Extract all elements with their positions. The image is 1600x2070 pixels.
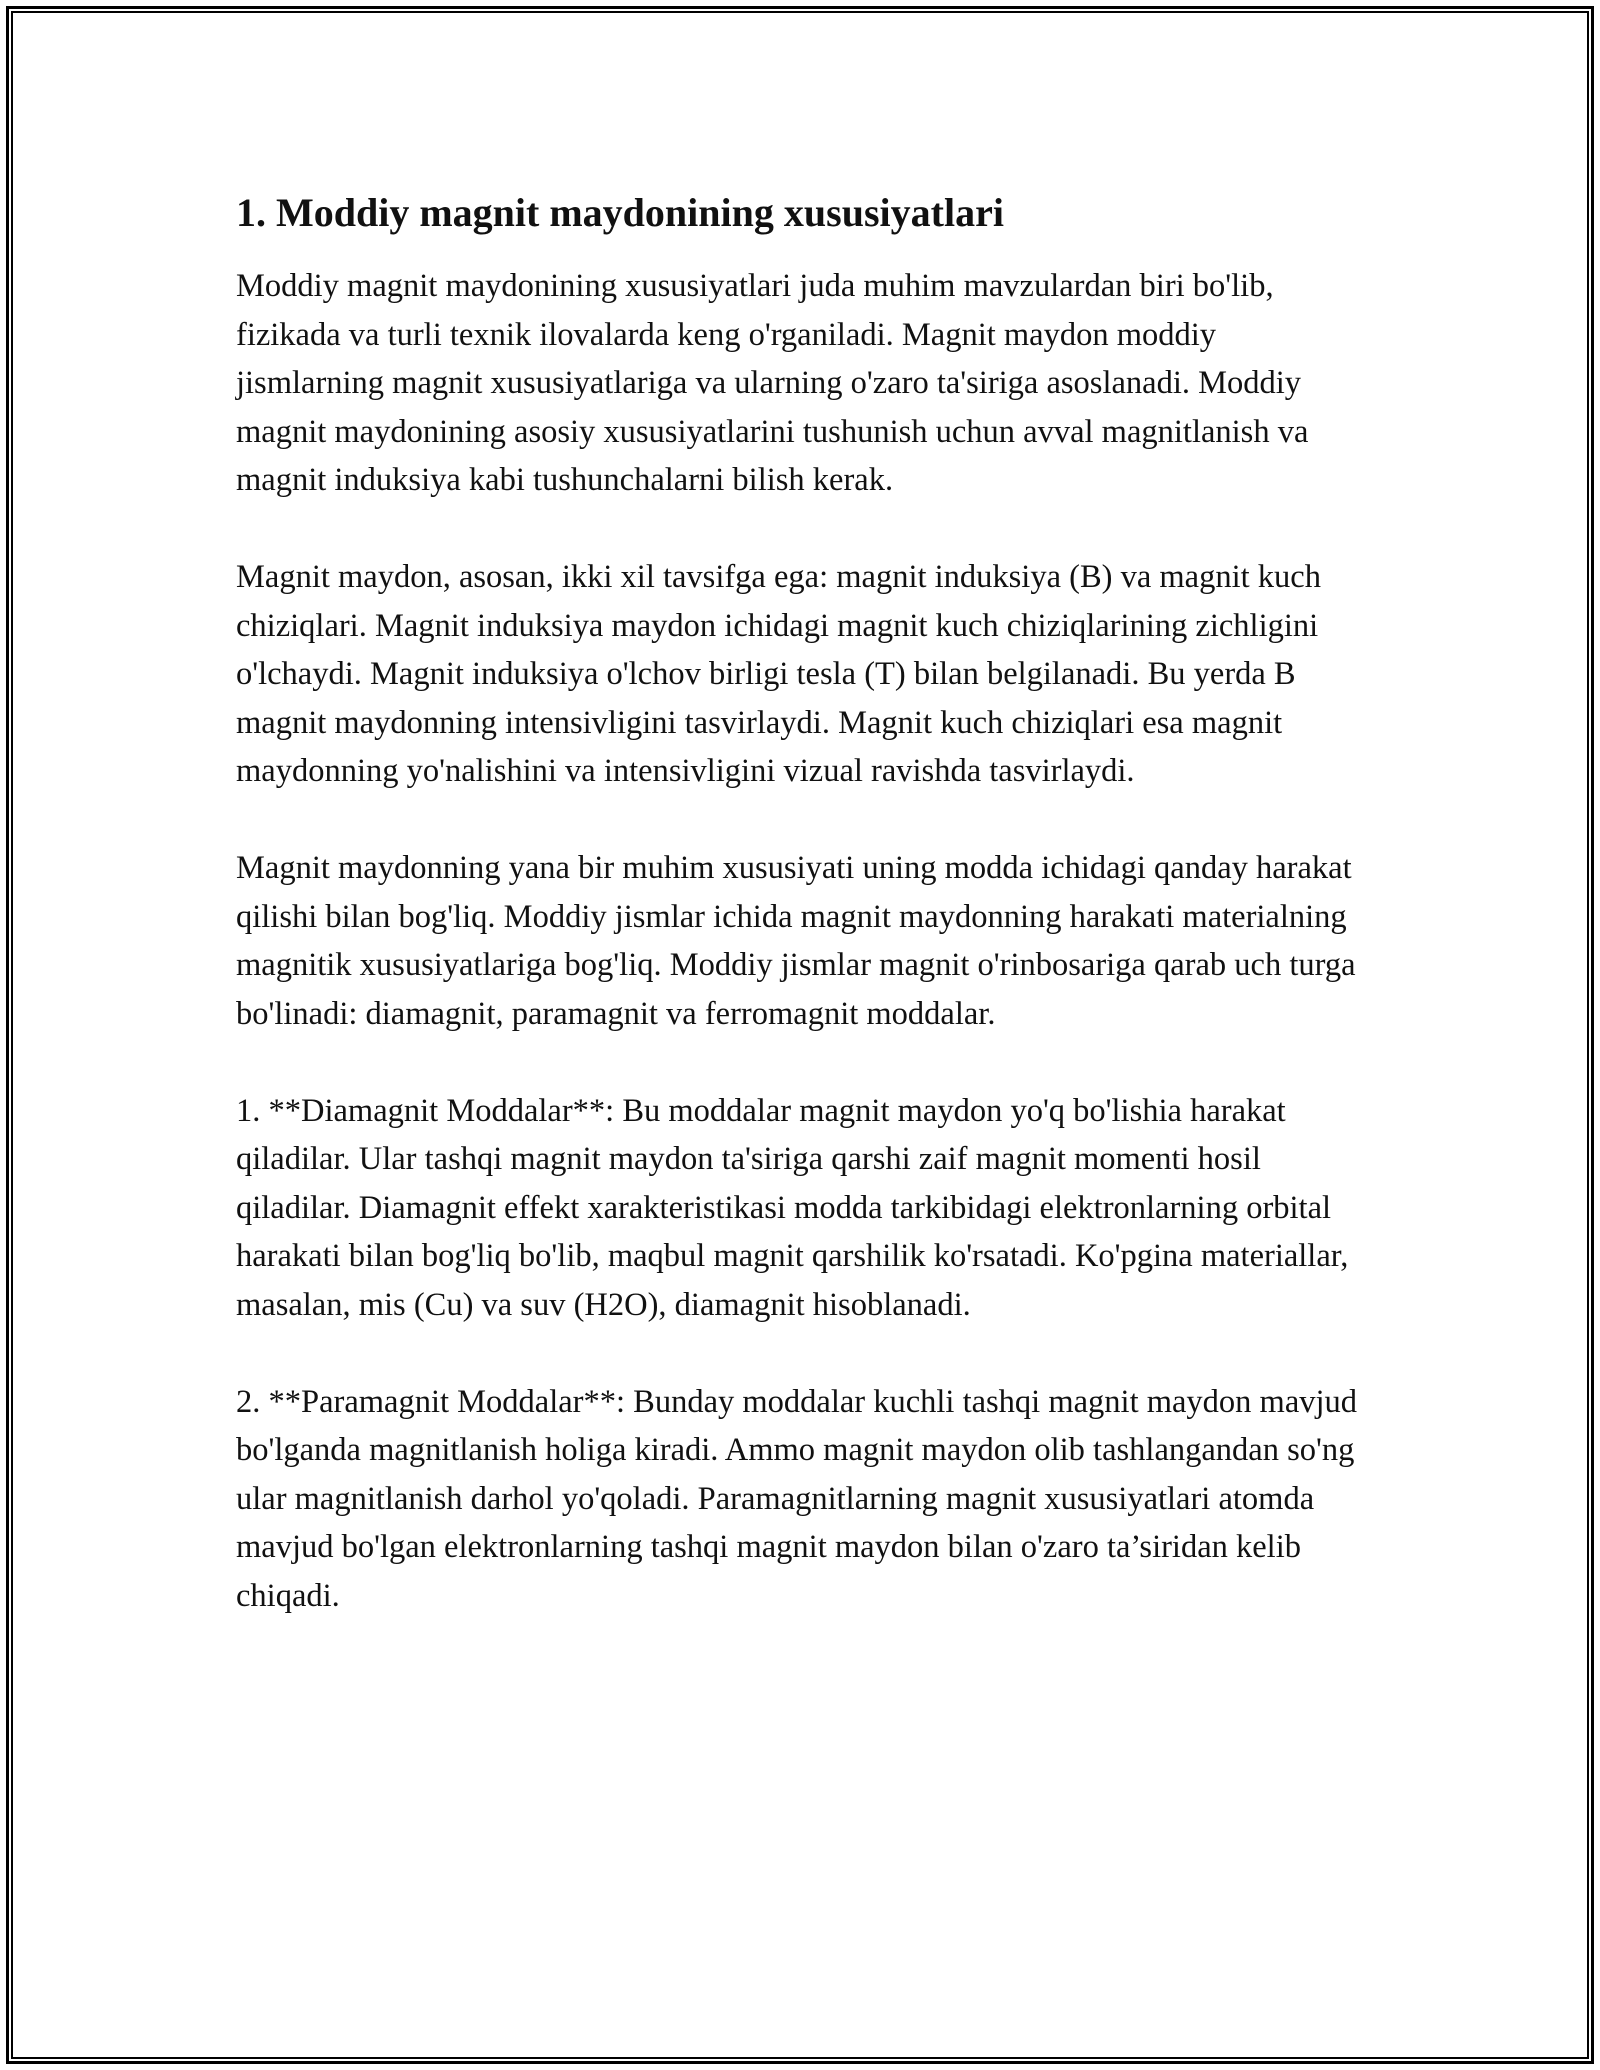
paragraph-diamagnetic: 1. **Diamagnit Moddalar**: Bu moddalar magnit maydon yo'q bo'lishia harakat qiladilar. Ular tashqi magnit maydon ta'siriga qarshi zaif magnit momenti hosil qiladilar. Diamagnit effekt xarakteristikasi modda tarkibidagi elektronlarning orbital harakati bilan bog'liq bo'lib, maqbul magnit qarshilik ko'rsatadi. Ko'pgina materiallar, masalan, mis (Cu) va suv (H2O), diamagnit hisoblanadi. <box>236 1092 1349 1323</box>
paragraph-paramagnetic: 2. **Paramagnit Moddalar**: Bunday moddalar kuchli tashqi magnit maydon mavjud bo'lganda magnitlanish holiga kiradi. Ammo magnit maydon olib tashlangandan so'ng ular magnitlanish darhol yo'qoladi. Paramagnitlarning magnit xususiyatlari atomda mavjud bo'lgan elektronlarning tashqi magnit maydon bilan o'zaro ta’siridan kelib chiqadi. <box>236 1383 1358 1614</box>
document-body <box>236 186 1366 1620</box>
paragraph-induction: Magnit maydon, asosan, ikki xil tavsifga ega: magnit induksiya (B) va magnit kuch chiziqlari. Magnit induksiya maydon ichidagi magnit kuch chiziqlarining zichligini o'lchaydi. Magnit induksiya o'lchov birligi tesla (T) bilan belgilanadi. Bu yerda B magnit maydonning intensivligini tasvirlaydi. Magnit kuch chiziqlari esa magnit maydonning yo'nalishini va intensivligini vizual ravishda tasvirlaydi. <box>236 559 1321 789</box>
paragraph-intro: Moddiy magnit maydonining xususiyatlari juda muhim mavzulardan biri bo'lib, fizikada va turli texnik ilovalarda keng o'rganiladi. Magnit maydon moddiy jismlarning magnit xususiyatlariga va ularning o'zaro ta'siriga asoslanadi. Moddiy magnit maydonining asosiy xususiyatlarini tushunish uchun avval magnitlanish va magnit induksiya kabi tushunchalarni bilish kerak. <box>236 268 1309 498</box>
paragraph-material-types: Magnit maydonning yana bir muhim xususiyati uning modda ichidagi qanday harakat qilishi bilan bog'liq. Moddiy jismlar ichida magnit maydonning harakati materialning magnitik xususiyatlariga bog'liq. Moddiy jismlar magnit o'rinbosariga qarab uch turga bo'linadi: diamagnit, paramagnit va ferromagnit moddalar. <box>236 850 1356 1032</box>
section-heading: 1. Moddiy magnit maydonining xususiyatlari <box>236 190 1004 235</box>
